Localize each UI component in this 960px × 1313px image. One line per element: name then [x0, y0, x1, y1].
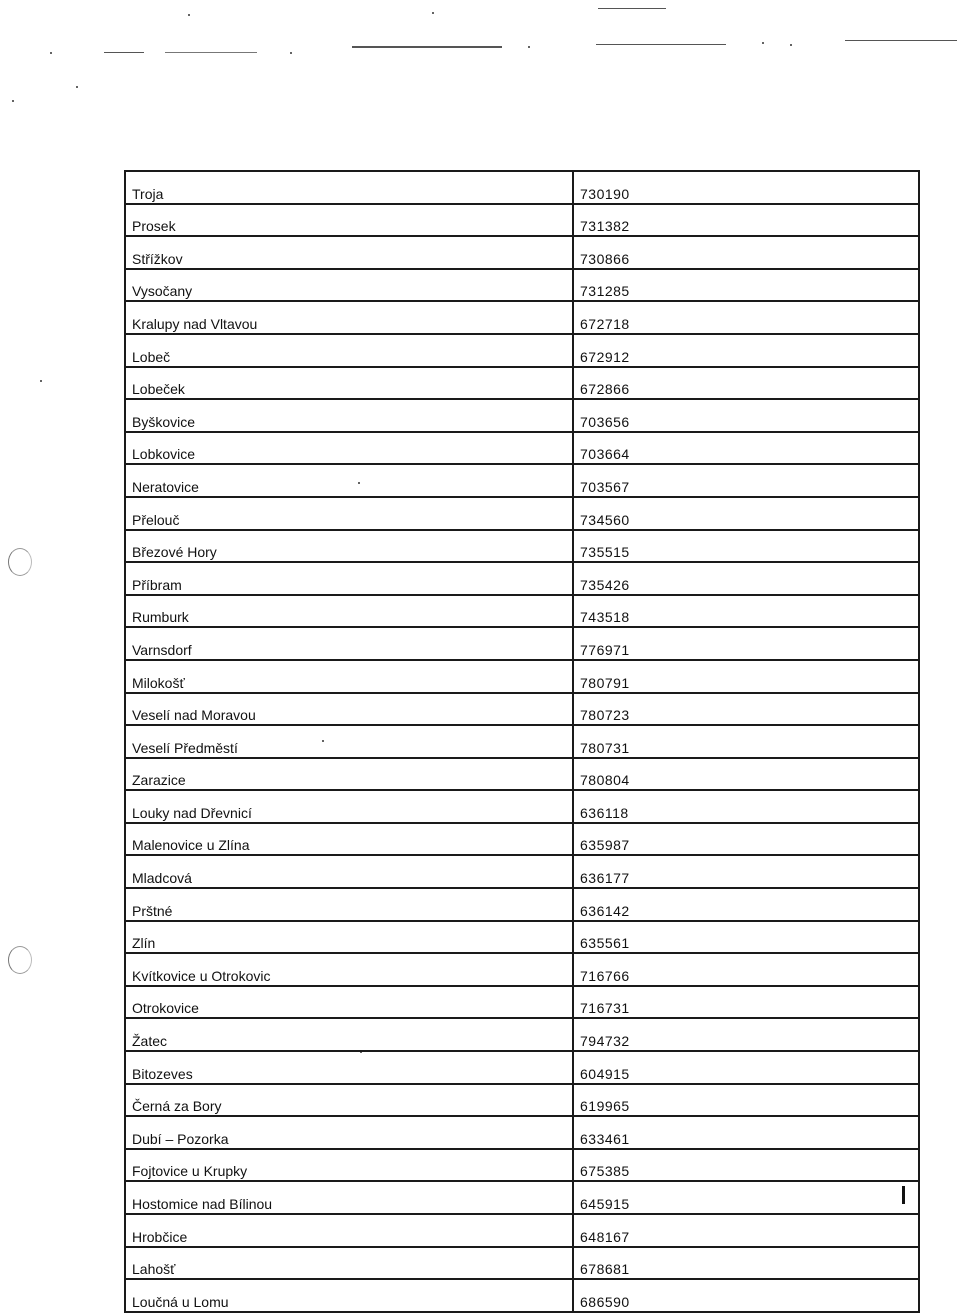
location-name-cell: Střížkov — [125, 236, 573, 269]
location-name-cell: Veselí nad Moravou — [125, 693, 573, 726]
scan-dot — [76, 86, 78, 88]
location-code-cell: 731285 — [573, 269, 919, 302]
location-name-cell: Hostomice nad Bílinou — [125, 1181, 573, 1214]
table-row — [125, 367, 919, 400]
table-row — [125, 562, 919, 595]
location-code-cell: 672912 — [573, 334, 919, 367]
table-row — [125, 399, 919, 432]
location-code-cell: 730190 — [573, 171, 919, 204]
location-code-cell: 645915 — [573, 1181, 919, 1214]
table-row — [125, 171, 919, 204]
records-table-wrapper — [124, 170, 908, 1313]
location-code-cell: 716766 — [573, 953, 919, 986]
table-row — [125, 758, 919, 791]
table-row — [125, 1247, 919, 1280]
location-name-cell: Dubí – Pozorka — [125, 1116, 573, 1149]
scan-line — [598, 8, 666, 9]
location-code-cell: 735515 — [573, 530, 919, 563]
scan-line — [845, 40, 957, 41]
table-row — [125, 921, 919, 954]
location-name-cell: Zarazice — [125, 758, 573, 791]
location-code-cell: 780723 — [573, 693, 919, 726]
location-name-cell: Lahošť — [125, 1247, 573, 1280]
table-row — [125, 1279, 919, 1312]
location-name-cell: Kvítkovice u Otrokovic — [125, 953, 573, 986]
location-code-cell: 743518 — [573, 595, 919, 628]
location-name-cell: Hrobčice — [125, 1214, 573, 1247]
table-row — [125, 1116, 919, 1149]
scan-mark — [902, 1186, 905, 1204]
scan-line — [352, 46, 502, 48]
location-name-cell: Malenovice u Zlína — [125, 823, 573, 856]
location-code-cell: 675385 — [573, 1149, 919, 1182]
location-code-cell: 636142 — [573, 888, 919, 921]
location-code-cell: 635987 — [573, 823, 919, 856]
scan-dot — [188, 14, 190, 16]
location-code-cell: 703664 — [573, 432, 919, 465]
scan-dot — [50, 52, 52, 54]
table-row — [125, 530, 919, 563]
location-name-cell: Fojtovice u Krupky — [125, 1149, 573, 1182]
scan-dot — [528, 46, 530, 48]
table-row — [125, 334, 919, 367]
table-row — [125, 790, 919, 823]
table-row — [125, 1084, 919, 1117]
punch-hole-icon — [8, 946, 32, 974]
location-code-cell: 776971 — [573, 627, 919, 660]
table-row — [125, 888, 919, 921]
scan-dot — [762, 42, 764, 44]
location-code-cell: 794732 — [573, 1018, 919, 1051]
table-row — [125, 986, 919, 1019]
scan-line — [104, 52, 144, 53]
table-row — [125, 1051, 919, 1084]
location-code-cell: 648167 — [573, 1214, 919, 1247]
location-code-cell: 780791 — [573, 660, 919, 693]
table-row — [125, 236, 919, 269]
table-row — [125, 269, 919, 302]
location-code-cell: 619965 — [573, 1084, 919, 1117]
scan-dot — [40, 380, 42, 382]
location-name-cell: Mladcová — [125, 855, 573, 888]
table-row — [125, 627, 919, 660]
table-row — [125, 1181, 919, 1214]
location-code-cell: 604915 — [573, 1051, 919, 1084]
table-row — [125, 1214, 919, 1247]
location-code-cell: 635561 — [573, 921, 919, 954]
table-row — [125, 693, 919, 726]
scan-dot — [790, 44, 792, 46]
location-code-cell: 678681 — [573, 1247, 919, 1280]
table-row — [125, 823, 919, 856]
location-name-cell: Neratovice — [125, 464, 573, 497]
scan-dot — [290, 52, 292, 54]
scan-line — [596, 44, 726, 45]
location-name-cell: Byškovice — [125, 399, 573, 432]
table-row — [125, 1149, 919, 1182]
location-name-cell: Rumburk — [125, 595, 573, 628]
location-code-cell: 672866 — [573, 367, 919, 400]
location-name-cell: Vysočany — [125, 269, 573, 302]
location-name-cell: Černá za Bory — [125, 1084, 573, 1117]
location-name-cell: Prosek — [125, 204, 573, 237]
location-name-cell: Lobeček — [125, 367, 573, 400]
location-name-cell: Příbram — [125, 562, 573, 595]
records-table — [124, 170, 920, 1313]
location-name-cell: Milokošť — [125, 660, 573, 693]
scan-dot — [12, 100, 14, 102]
location-name-cell: Troja — [125, 171, 573, 204]
location-name-cell: Veselí Předměstí — [125, 725, 573, 758]
location-code-cell: 636118 — [573, 790, 919, 823]
table-row — [125, 855, 919, 888]
location-code-cell: 780804 — [573, 758, 919, 791]
location-code-cell: 735426 — [573, 562, 919, 595]
table-row — [125, 595, 919, 628]
location-name-cell: Loučná u Lomu — [125, 1279, 573, 1312]
location-code-cell: 703567 — [573, 464, 919, 497]
table-row — [125, 301, 919, 334]
location-name-cell: Lobeč — [125, 334, 573, 367]
location-code-cell: 731382 — [573, 204, 919, 237]
location-code-cell: 636177 — [573, 855, 919, 888]
table-row — [125, 432, 919, 465]
scan-line — [165, 52, 257, 53]
table-row — [125, 725, 919, 758]
table-row — [125, 1018, 919, 1051]
location-name-cell: Bitozeves — [125, 1051, 573, 1084]
location-name-cell: Zlín — [125, 921, 573, 954]
location-code-cell: 734560 — [573, 497, 919, 530]
location-name-cell: Přelouč — [125, 497, 573, 530]
scan-dot — [432, 12, 434, 14]
location-code-cell: 633461 — [573, 1116, 919, 1149]
location-name-cell: Březové Hory — [125, 530, 573, 563]
location-name-cell: Otrokovice — [125, 986, 573, 1019]
table-row — [125, 660, 919, 693]
location-code-cell: 686590 — [573, 1279, 919, 1312]
records-table-body — [125, 171, 919, 1312]
location-code-cell: 730866 — [573, 236, 919, 269]
location-name-cell: Louky nad Dřevnicí — [125, 790, 573, 823]
location-code-cell: 703656 — [573, 399, 919, 432]
punch-hole-icon — [8, 548, 32, 576]
table-row — [125, 204, 919, 237]
location-code-cell: 672718 — [573, 301, 919, 334]
table-row — [125, 464, 919, 497]
location-name-cell: Žatec — [125, 1018, 573, 1051]
table-row — [125, 497, 919, 530]
location-name-cell: Prštné — [125, 888, 573, 921]
table-row — [125, 953, 919, 986]
location-name-cell: Varnsdorf — [125, 627, 573, 660]
location-code-cell: 716731 — [573, 986, 919, 1019]
location-name-cell: Lobkovice — [125, 432, 573, 465]
location-code-cell: 780731 — [573, 725, 919, 758]
location-name-cell: Kralupy nad Vltavou — [125, 301, 573, 334]
